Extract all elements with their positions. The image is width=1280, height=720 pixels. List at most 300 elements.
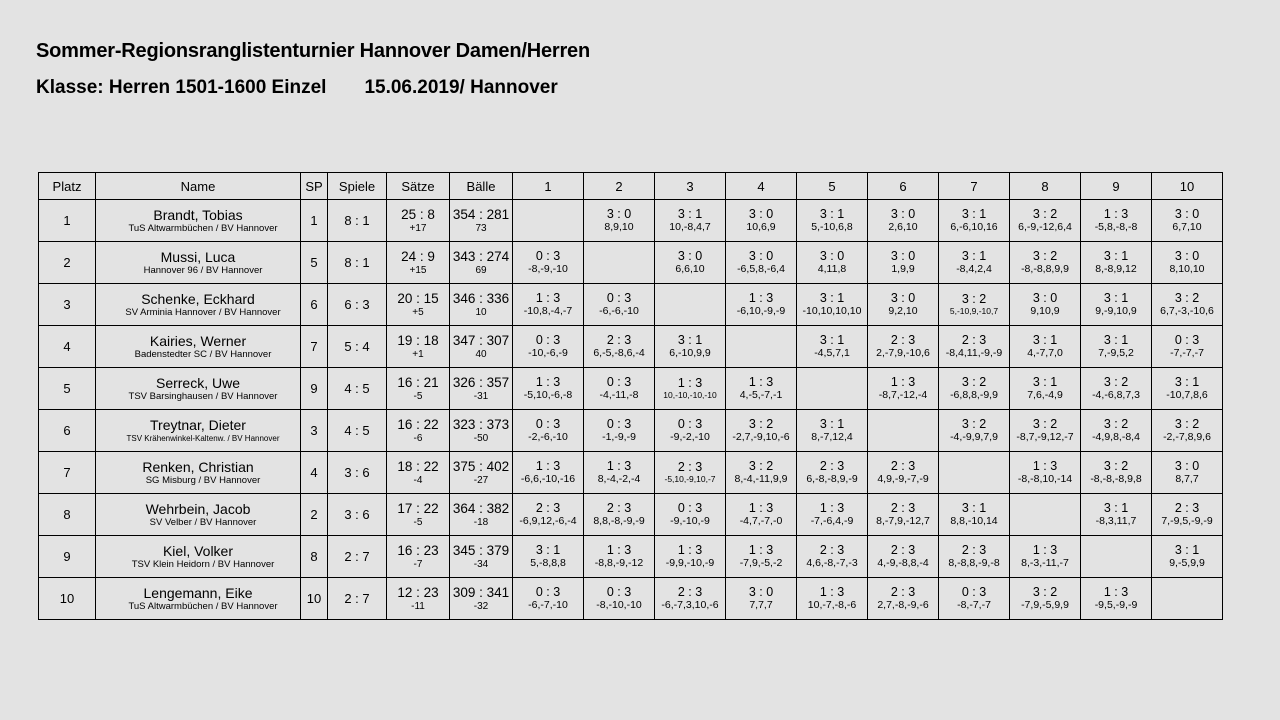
cell-baelle — [450, 536, 513, 578]
cell-match-result — [1081, 200, 1152, 242]
match-points: 10,-10,-10,-10 — [663, 390, 717, 401]
cell-sp: 10 — [301, 578, 328, 620]
match-sets: 1 : 3 — [819, 585, 845, 600]
cell-match-result — [939, 494, 1010, 536]
cell-baelle-diff: 73 — [475, 222, 487, 234]
match-points: -7,-7,-7 — [1170, 347, 1204, 360]
match-points: -1,-9,-9 — [602, 431, 636, 444]
cell-saetze-value: 16 : 21 — [397, 374, 439, 390]
player-name: Mussi, Luca — [160, 248, 236, 265]
cell-match-result — [726, 200, 797, 242]
match-points: -8,-9,-10 — [528, 263, 568, 276]
col-opponent-2: 2 — [584, 173, 655, 200]
match-sets: 3 : 1 — [819, 207, 845, 222]
match-points: -4,7,-7,-0 — [739, 515, 783, 528]
cell-baelle-value: 346 : 336 — [452, 290, 510, 306]
match-sets: 3 : 1 — [677, 207, 703, 222]
match-points: -2,-6,-10 — [528, 431, 568, 444]
cell-match-result — [1010, 284, 1081, 326]
cell-saetze-diff: +5 — [412, 306, 424, 318]
cell-match-result — [1010, 368, 1081, 410]
cell-saetze — [387, 326, 450, 368]
cell-match-result — [868, 368, 939, 410]
match-points: -5,8,-8,-8 — [1094, 221, 1138, 234]
cell-match-result — [655, 368, 726, 410]
match-sets: 3 : 0 — [606, 207, 632, 222]
cell-match-result — [1081, 452, 1152, 494]
cell-match-result — [655, 578, 726, 620]
col-opponent-4: 4 — [726, 173, 797, 200]
match-sets: 0 : 3 — [961, 585, 987, 600]
match-sets: 1 : 3 — [748, 291, 774, 306]
match-points: 2,6,10 — [888, 221, 918, 234]
match-sets: 3 : 2 — [748, 417, 774, 432]
match-points: -6,-6,-10 — [599, 305, 639, 318]
cell-spiele: 2 : 7 — [328, 536, 387, 578]
match-points: 5,-10,6,8 — [811, 221, 853, 234]
cell-saetze — [387, 494, 450, 536]
cell-baelle-value: 354 : 281 — [452, 206, 510, 222]
cell-match-result — [939, 578, 1010, 620]
cell-baelle-diff: -34 — [473, 558, 489, 570]
cell-spiele: 6 : 3 — [328, 284, 387, 326]
cell-saetze — [387, 200, 450, 242]
player-club: Hannover 96 / BV Hannover — [143, 265, 263, 277]
cell-name — [96, 410, 301, 452]
match-points: -8,4,11,-9,-9 — [945, 347, 1003, 360]
col-opponent-1: 1 — [513, 173, 584, 200]
cell-match-result — [868, 326, 939, 368]
cell-match-result — [513, 284, 584, 326]
cell-baelle-value: 364 : 382 — [452, 500, 510, 516]
match-sets: 3 : 0 — [890, 249, 916, 264]
match-points: 5,-10,9,-10,7 — [949, 306, 999, 317]
match-sets: 2 : 3 — [890, 459, 916, 474]
match-points: 4,9,-9,-7,-9 — [877, 473, 929, 486]
match-sets: 2 : 3 — [677, 585, 703, 600]
cell-match-result — [1152, 200, 1223, 242]
class-line — [36, 77, 590, 99]
cell-name — [96, 284, 301, 326]
match-points: 7,-9,5,-9,-9 — [1161, 515, 1213, 528]
cell-match-result — [726, 452, 797, 494]
match-sets: 1 : 3 — [890, 375, 916, 390]
match-points: -9,5,-9,-9 — [1094, 599, 1138, 612]
cell-baelle-value: 347 : 307 — [452, 332, 510, 348]
match-points: -9,-2,-10 — [670, 431, 710, 444]
cell-match-result — [797, 242, 868, 284]
match-points: -6,6,-10,-16 — [520, 473, 576, 486]
cell-match-result — [1010, 536, 1081, 578]
table-head — [39, 173, 1223, 200]
cell-saetze — [387, 452, 450, 494]
cell-platz: 8 — [39, 494, 96, 536]
cell-match-result — [584, 326, 655, 368]
match-sets: 3 : 1 — [819, 417, 845, 432]
player-club: SV Velber / BV Hannover — [149, 517, 257, 529]
cell-baelle-value: 375 : 402 — [452, 458, 510, 474]
cell-saetze-diff: -5 — [413, 390, 423, 402]
match-sets: 3 : 1 — [1032, 333, 1058, 348]
col-opponent-10: 10 — [1152, 173, 1223, 200]
cell-match-result — [1081, 368, 1152, 410]
match-points: -10,10,10,10 — [802, 305, 862, 318]
cell-match-result — [868, 452, 939, 494]
cell-baelle-diff: -31 — [473, 390, 489, 402]
match-sets: 1 : 3 — [677, 376, 703, 391]
cell-platz: 4 — [39, 326, 96, 368]
cell-match-result — [1152, 326, 1223, 368]
table-row — [39, 284, 1223, 326]
cell-saetze — [387, 242, 450, 284]
col-opponent-5: 5 — [797, 173, 868, 200]
match-points: -7,9,-5,-2 — [739, 557, 783, 570]
cell-match-result — [797, 578, 868, 620]
col-opponent-6: 6 — [868, 173, 939, 200]
cell-match-result — [939, 368, 1010, 410]
cell-match-result — [939, 200, 1010, 242]
match-points: 9,2,10 — [888, 305, 918, 318]
table-row — [39, 494, 1223, 536]
cell-baelle-value: 326 : 357 — [452, 374, 510, 390]
match-sets: 2 : 3 — [606, 333, 632, 348]
match-sets: 3 : 0 — [1174, 249, 1200, 264]
cell-match-result — [797, 284, 868, 326]
match-sets: 1 : 3 — [606, 459, 632, 474]
match-points: 10,6,9 — [746, 221, 776, 234]
cell-baelle — [450, 200, 513, 242]
match-sets: 3 : 2 — [1032, 207, 1058, 222]
match-points: 7,7,7 — [749, 599, 773, 612]
col-sp: SP — [301, 173, 328, 200]
table-row — [39, 242, 1223, 284]
match-points: -8,4,2,4 — [956, 263, 992, 276]
match-sets: 3 : 1 — [1032, 375, 1058, 390]
match-sets: 3 : 1 — [961, 207, 987, 222]
results-table — [38, 172, 1223, 620]
cell-match-result — [513, 410, 584, 452]
player-name: Renken, Christian — [142, 458, 254, 475]
cell-baelle-value: 345 : 379 — [452, 542, 510, 558]
cell-saetze-diff: -7 — [413, 558, 423, 570]
match-points: 5,-8,8,8 — [530, 557, 566, 570]
match-sets: 3 : 1 — [1174, 375, 1200, 390]
match-points: -2,7,-9,10,-6 — [732, 431, 790, 444]
cell-match-result — [1081, 284, 1152, 326]
match-sets: 2 : 3 — [819, 543, 845, 558]
cell-sp: 8 — [301, 536, 328, 578]
cell-platz: 7 — [39, 452, 96, 494]
cell-match-result — [513, 452, 584, 494]
cell-saetze — [387, 536, 450, 578]
cell-self-blank — [868, 410, 939, 452]
match-sets: 3 : 2 — [1032, 585, 1058, 600]
match-points: -6,10,-9,-9 — [736, 305, 786, 318]
match-sets: 0 : 3 — [535, 417, 561, 432]
cell-match-result — [513, 494, 584, 536]
cell-match-result — [1152, 494, 1223, 536]
cell-match-result — [655, 536, 726, 578]
match-sets: 2 : 3 — [890, 585, 916, 600]
match-points: 9,-5,9,9 — [1169, 557, 1205, 570]
cell-saetze-diff: -6 — [413, 432, 423, 444]
page-title: Sommer-Regionsranglistenturnier Hannover Damen/Herren — [36, 40, 590, 62]
match-sets: 2 : 3 — [819, 459, 845, 474]
match-sets: 3 : 2 — [1103, 375, 1129, 390]
cell-sp: 7 — [301, 326, 328, 368]
cell-match-result — [797, 536, 868, 578]
cell-saetze-diff: +15 — [409, 264, 427, 276]
col-spiele: Spiele — [328, 173, 387, 200]
cell-baelle-value: 323 : 373 — [452, 416, 510, 432]
player-name: Schenke, Eckhard — [141, 290, 255, 307]
cell-self-blank — [939, 452, 1010, 494]
cell-match-result — [1152, 284, 1223, 326]
match-points: 7,6,-4,9 — [1027, 389, 1063, 402]
match-sets: 3 : 2 — [1032, 417, 1058, 432]
cell-baelle-diff: -50 — [473, 432, 489, 444]
player-name: Wehrbein, Jacob — [145, 500, 251, 517]
cell-match-result — [868, 536, 939, 578]
cell-self-blank — [797, 368, 868, 410]
match-sets: 1 : 3 — [748, 501, 774, 516]
match-points: -5,10,-9,10,-7 — [664, 474, 716, 485]
cell-name — [96, 578, 301, 620]
match-points: -4,-6,8,7,3 — [1092, 389, 1140, 402]
match-points: 6,7,-3,-10,6 — [1160, 305, 1214, 318]
match-points: 8,7,7 — [1175, 473, 1199, 486]
match-sets: 3 : 0 — [890, 291, 916, 306]
match-sets: 0 : 3 — [606, 585, 632, 600]
cell-match-result — [513, 578, 584, 620]
match-sets: 3 : 1 — [1103, 249, 1129, 264]
match-points: -4,-11,-8 — [599, 389, 639, 402]
table-row — [39, 410, 1223, 452]
results-table-wrap — [38, 172, 1223, 620]
player-club: TuS Altwarmbüchen / BV Hannover — [128, 601, 278, 613]
cell-match-result — [584, 284, 655, 326]
match-points: 10,-8,4,7 — [669, 221, 711, 234]
cell-name — [96, 200, 301, 242]
match-sets: 3 : 0 — [1174, 459, 1200, 474]
cell-spiele: 5 : 4 — [328, 326, 387, 368]
match-points: -8,-7,-7 — [957, 599, 991, 612]
match-points: 1,9,9 — [891, 263, 915, 276]
cell-match-result — [655, 410, 726, 452]
match-sets: 3 : 0 — [677, 249, 703, 264]
cell-match-result — [584, 494, 655, 536]
cell-saetze — [387, 578, 450, 620]
cell-saetze-value: 16 : 23 — [397, 542, 439, 558]
match-points: 9,10,9 — [1030, 305, 1060, 318]
match-sets: 3 : 0 — [819, 249, 845, 264]
cell-baelle — [450, 452, 513, 494]
match-points: -8,-8,10,-14 — [1017, 473, 1073, 486]
cell-baelle — [450, 368, 513, 410]
match-sets: 1 : 3 — [1032, 543, 1058, 558]
cell-baelle-diff: -18 — [473, 516, 489, 528]
cell-match-result — [655, 452, 726, 494]
match-sets: 3 : 2 — [1103, 417, 1129, 432]
cell-match-result — [868, 200, 939, 242]
match-points: -8,8,-9,-12 — [594, 557, 644, 570]
cell-self-blank — [513, 200, 584, 242]
col-name: Name — [96, 173, 301, 200]
match-points: 8,-4,-11,9,9 — [734, 473, 788, 486]
cell-sp: 5 — [301, 242, 328, 284]
cell-platz: 2 — [39, 242, 96, 284]
table-row — [39, 452, 1223, 494]
player-name: Brandt, Tobias — [153, 206, 243, 223]
table-row — [39, 326, 1223, 368]
col-saetze: Sätze — [387, 173, 450, 200]
match-points: -9,9,-10,-9 — [665, 557, 715, 570]
cell-name — [96, 368, 301, 410]
match-sets: 3 : 0 — [748, 249, 774, 264]
match-points: 6,6,10 — [675, 263, 705, 276]
match-sets: 3 : 1 — [1103, 291, 1129, 306]
cell-match-result — [513, 536, 584, 578]
cell-match-result — [726, 410, 797, 452]
match-sets: 3 : 1 — [1103, 501, 1129, 516]
match-points: -10,-6,-9 — [528, 347, 568, 360]
match-points: -8,7,-9,12,-7 — [1016, 431, 1074, 444]
match-points: 8,10,10 — [1169, 263, 1205, 276]
match-points: 8,-7,9,-12,7 — [876, 515, 930, 528]
cell-match-result — [939, 410, 1010, 452]
match-sets: 0 : 3 — [677, 501, 703, 516]
cell-match-result — [1010, 578, 1081, 620]
match-points: 6,-8,-8,9,-9 — [806, 473, 858, 486]
match-points: 2,7,-8,-9,-6 — [877, 599, 929, 612]
player-club: TSV Krähenwinkel-Kaltenw. / BV Hannover — [126, 434, 280, 444]
match-sets: 2 : 3 — [535, 501, 561, 516]
cell-baelle — [450, 410, 513, 452]
match-sets: 3 : 0 — [748, 585, 774, 600]
cell-saetze-value: 24 : 9 — [401, 248, 435, 264]
cell-name — [96, 452, 301, 494]
match-sets: 1 : 3 — [1103, 207, 1129, 222]
cell-match-result — [655, 200, 726, 242]
cell-match-result — [868, 494, 939, 536]
player-club: SV Arminia Hannover / BV Hannover — [125, 307, 281, 319]
cell-match-result — [1152, 368, 1223, 410]
cell-self-blank — [1081, 536, 1152, 578]
match-sets: 3 : 2 — [961, 417, 987, 432]
match-points: 8,9,10 — [604, 221, 634, 234]
cell-match-result — [584, 536, 655, 578]
cell-match-result — [584, 578, 655, 620]
match-points: 4,11,8 — [817, 263, 847, 276]
match-points: 9,-9,10,9 — [1095, 305, 1137, 318]
cell-self-blank — [726, 326, 797, 368]
player-name: Kiel, Volker — [162, 542, 234, 559]
match-sets: 3 : 2 — [1174, 417, 1200, 432]
cell-baelle — [450, 578, 513, 620]
match-sets: 3 : 1 — [535, 543, 561, 558]
match-points: -8,-8,-8,9,8 — [1090, 473, 1142, 486]
match-sets: 1 : 3 — [677, 543, 703, 558]
match-sets: 3 : 0 — [1174, 207, 1200, 222]
match-points: 4,-7,7,0 — [1027, 347, 1063, 360]
cell-baelle — [450, 284, 513, 326]
cell-sp: 6 — [301, 284, 328, 326]
cell-match-result — [726, 368, 797, 410]
match-sets: 1 : 3 — [819, 501, 845, 516]
player-name: Treytnar, Dieter — [150, 417, 246, 434]
match-points: -8,-10,-10 — [596, 599, 642, 612]
cell-match-result — [726, 578, 797, 620]
col-opponent-9: 9 — [1081, 173, 1152, 200]
match-points: 6,7,10 — [1172, 221, 1202, 234]
cell-match-result — [868, 242, 939, 284]
cell-name — [96, 494, 301, 536]
cell-match-result — [584, 368, 655, 410]
match-sets: 1 : 3 — [535, 459, 561, 474]
match-sets: 1 : 3 — [748, 543, 774, 558]
cell-saetze-diff: +17 — [409, 222, 427, 234]
match-points: 6,-10,9,9 — [669, 347, 711, 360]
table-row — [39, 536, 1223, 578]
cell-match-result — [797, 200, 868, 242]
cell-name — [96, 536, 301, 578]
match-points: -8,3,11,7 — [1095, 515, 1137, 528]
match-points: -6,-7,-10 — [528, 599, 568, 612]
cell-match-result — [655, 242, 726, 284]
cell-match-result — [726, 242, 797, 284]
match-sets: 3 : 2 — [961, 292, 987, 307]
match-points: -6,8,8,-9,9 — [950, 389, 998, 402]
cell-match-result — [939, 284, 1010, 326]
match-points: 6,-6,10,16 — [950, 221, 998, 234]
match-points: 6,-9,-12,6,4 — [1018, 221, 1072, 234]
cell-sp: 1 — [301, 200, 328, 242]
match-sets: 1 : 3 — [535, 375, 561, 390]
match-points: 4,-5,-7,-1 — [739, 389, 783, 402]
cell-platz: 3 — [39, 284, 96, 326]
match-points: 8,8,-8,-9,-9 — [593, 515, 645, 528]
match-points: -7,9,-5,9,9 — [1021, 599, 1069, 612]
match-points: 10,-7,-8,-6 — [807, 599, 857, 612]
player-club: SG Misburg / BV Hannover — [145, 475, 261, 487]
cell-match-result — [584, 410, 655, 452]
match-sets: 3 : 2 — [1174, 291, 1200, 306]
cell-match-result — [655, 494, 726, 536]
match-points: -5,10,-6,-8 — [523, 389, 573, 402]
cell-match-result — [1152, 242, 1223, 284]
match-sets: 3 : 2 — [748, 459, 774, 474]
cell-match-result — [584, 452, 655, 494]
match-points: 2,-7,9,-10,6 — [876, 347, 930, 360]
cell-saetze-diff: -4 — [413, 474, 423, 486]
table-body — [39, 200, 1223, 620]
match-sets: 1 : 3 — [1103, 585, 1129, 600]
cell-match-result — [513, 242, 584, 284]
cell-match-result — [1010, 200, 1081, 242]
cell-saetze-value: 20 : 15 — [397, 290, 439, 306]
match-sets: 3 : 1 — [1103, 333, 1129, 348]
cell-match-result — [868, 578, 939, 620]
match-sets: 3 : 1 — [819, 291, 845, 306]
match-sets: 0 : 3 — [606, 291, 632, 306]
cell-sp: 2 — [301, 494, 328, 536]
match-sets: 3 : 0 — [890, 207, 916, 222]
cell-name — [96, 326, 301, 368]
match-points: -4,5,7,1 — [814, 347, 850, 360]
col-baelle: Bälle — [450, 173, 513, 200]
cell-match-result — [868, 284, 939, 326]
cell-baelle-diff: -32 — [473, 600, 489, 612]
